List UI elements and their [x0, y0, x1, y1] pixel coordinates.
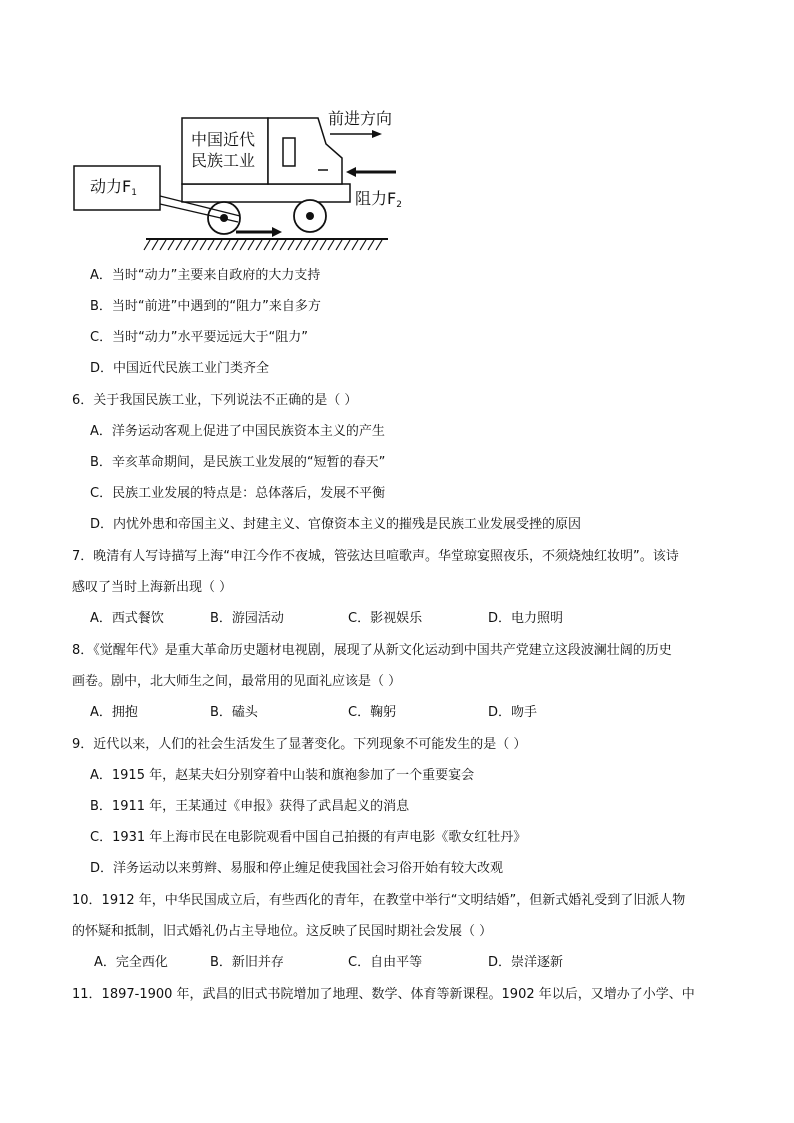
q10-option-d: D．崇洋逐新 — [488, 955, 564, 970]
q8-option-b: B．磕头 — [210, 705, 258, 720]
q10-option-b: B．新旧并存 — [210, 955, 284, 970]
q10-option-a: A．完全西化 — [94, 955, 168, 970]
q7-option-a: A．西式餐饮 — [90, 611, 164, 626]
q7-option-d: D．电力照明 — [488, 611, 564, 626]
q7-option-c: C．影视娱乐 — [348, 611, 423, 626]
resistance-label: 阻力$F_2$ — [355, 189, 402, 210]
power-subscript: 1 — [131, 188, 137, 198]
q7-option-b: B．游园活动 — [210, 611, 284, 626]
factory-label-line1: 中国近代 — [191, 130, 256, 149]
exam-page: 中国近代 民族工业 前进方向 动力$F_1$ 阻力$F_2$ A．当时“动力”主要来自政府的大力支持 B．当时“前进”中遇到的“阻力”来自多方 C．当时“动力”水平要远远大于“阻力” D．中国近代民族工业门类齐全 6．关于我国民族工业，下列说法不正确的是（ ） A．洋务运动客观上促进了中国民族资本主义的产生 B．辛亥革命期间，是民族工业发展的“短暂的春天” C．民族工业发展的特点是：总体落后，发展不平衡 D．内忧外患和帝国主义、封建主义、官僚资本主义的摧残是民族工业发展受挫的原因 7．晚清有人写诗描写上海“申江今作不夜城，管弦达旦喧歌声。华堂琼宴照夜乐，不须烧烛红妆明”。该诗 感叹了当时上海新出现（ ） A．西式餐饮 B．游园活动 C．影视娱乐 D．电力照明 8．《觉醒年代》是重大革命历史题材电视剧，展现了从新文化运动到中国共产党建立这段波澜壮阔的历史 画卷。剧中，北大师生之间，最常用的见面礼应该是（ ） A．拥抱 B．磕头 C．鞠躬 D．吻手 9．近代以来，人们的社会生活发生了显著变化。下列现象不可能发生的是（ ） A．1915 年，赵某夫妇分别穿着中山装和旗袍参加了一个重要宴会 B．1911 年，王某通过《申报》获得了武昌起义的消息 C．1931 年上海市民在电影院观看中国自己拍摄的有声电影《歌女红牡丹》 D．洋务运动以来剪辫、易服和停止缠足使我国社会习俗开始有较大改观 10．1912 年，中华民国成立后，有些西化的青年，在教堂中举行“文明结婚”，但新式婚礼受到了旧派人物 的怀疑和抵制，旧式婚礼仍占主导地位。这反映了民国时期社会发展（ ） A．完全西化 B．新旧并存 C．自由平等 D．崇洋逐新 11．1897-1900 年，武昌的旧式书院增加了地理、数学、体育等新课程。1902 年以后，又增办了小学、中 — [0, 0, 794, 1123]
q8-option-a: A．拥抱 — [90, 705, 138, 720]
factory-label-line2: 民族工业 — [191, 151, 256, 170]
direction-label: 前进方向 — [328, 109, 393, 128]
industry-vehicle-diagram — [60, 100, 420, 260]
q8-option-d: D．吻手 — [488, 705, 538, 720]
q10-option-c: C．自由平等 — [348, 955, 423, 970]
resistance-subscript: 2 — [396, 200, 402, 210]
q8-option-c: C．鞠躬 — [348, 705, 397, 720]
power-label: 动力$F_1$ — [90, 177, 137, 198]
